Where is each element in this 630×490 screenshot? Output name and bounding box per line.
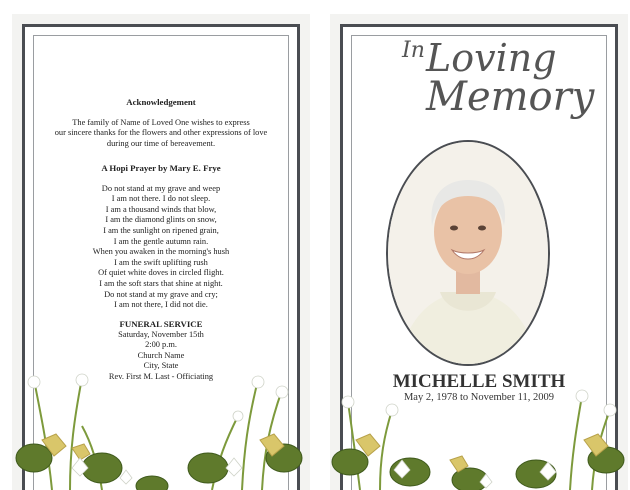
service-line: Rev. First M. Last - Officiating xyxy=(108,371,214,381)
acknowledgement-line: our sincere thanks for the flowers and other expressions of love xyxy=(54,128,268,138)
prayer-line: I am not there. I do not sleep. xyxy=(111,194,211,204)
prayer-line: I am the diamond glints on snow, xyxy=(105,215,217,225)
portrait-photo xyxy=(386,140,550,366)
prayer-line: I am the swift uplifting rush xyxy=(114,257,208,267)
prayer-section xyxy=(43,163,279,311)
prayer-heading: A Hopi Prayer by Mary E. Frye xyxy=(101,163,221,173)
prayer-line: I am a thousand winds that blow, xyxy=(105,204,217,214)
title-in: In xyxy=(402,38,425,63)
title-loving: Loving xyxy=(426,36,557,80)
prayer-line: Do not stand at my grave and weep xyxy=(101,183,221,193)
left-page xyxy=(12,14,310,490)
deceased-name: MICHELLE SMITH xyxy=(392,371,566,392)
right-page xyxy=(330,14,628,490)
title-memory: Memory xyxy=(426,74,595,120)
acknowledgement-section xyxy=(43,97,279,149)
lily-flower-decoration xyxy=(330,340,628,490)
service-line: City, State xyxy=(143,361,179,371)
portrait-image xyxy=(388,142,548,364)
life-dates: May 2, 1978 to November 11, 2009 xyxy=(403,392,555,403)
acknowledgement-heading: Acknowledgement xyxy=(126,97,196,107)
service-line: Saturday, November 15th xyxy=(118,329,204,339)
lily-flower-decoration xyxy=(12,340,310,490)
acknowledgement-line: The family of Name of Loved One wishes to express xyxy=(72,117,250,127)
prayer-line: I am not there, I did not die. xyxy=(114,300,208,310)
service-line: 2:00 p.m. xyxy=(145,340,177,350)
prayer-line: Do not stand at my grave and cry; xyxy=(104,289,218,299)
prayer-line: I am the gentle autumn rain. xyxy=(113,236,209,246)
prayer-line: Of quiet white doves in circled flight. xyxy=(98,268,224,278)
service-line: Church Name xyxy=(137,350,185,360)
prayer-line: I am the soft stars that shine at night. xyxy=(99,278,223,288)
prayer-line: When you awaken in the morning's hush xyxy=(92,247,230,257)
acknowledgement-line: during our time of bereavement. xyxy=(106,138,216,148)
prayer-line: I am the sunlight on ripened grain, xyxy=(103,225,219,235)
service-heading: FUNERAL SERVICE xyxy=(119,319,203,329)
